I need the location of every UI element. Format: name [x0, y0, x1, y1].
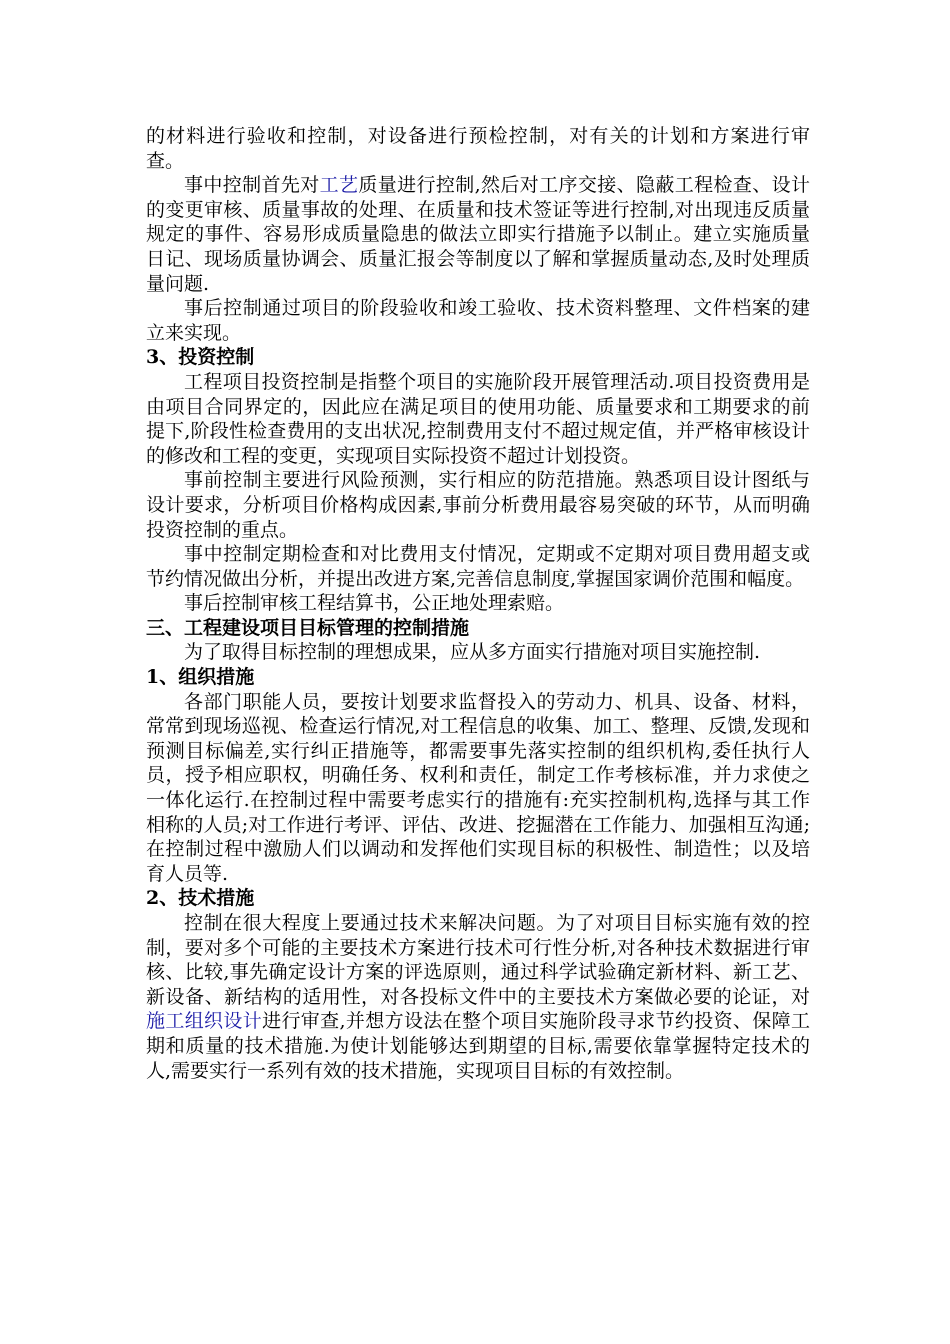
paragraph-material-acceptance: 的材料进行验收和控制，对设备进行预检控制，对有关的计划和方案进行审查。	[146, 125, 810, 172]
paragraph-in-process-investment-control: 事中控制定期检查和对比费用支付情况，定期或不定期对项目费用超支或节约情况做出分析，并提出改进方案,完善信息制度,掌握国家调价范围和幅度。	[146, 543, 810, 590]
paragraph-investment-definition: 工程项目投资控制是指整个项目的实施阶段开展管理活动.项目投资费用是由项目合同界定的，因此应在满足项目的使用功能、质量要求和工期要求的前提下,阶段性检查费用的支出状况,控制费用支付不超过规定值，并严格审核设计的修改和工程的变更，实现项目实际投资不超过计划投资。	[146, 370, 810, 467]
paragraph-measures-intro: 为了取得目标控制的理想成果，应从多方面实行措施对项目实施控制.	[184, 641, 761, 664]
paragraph-text: 质量进行控制,然后对工序交接、隐蔽工程检查、设计的变更审核、质量事故的处理、在质量和技术签证等进行控制,对出现违反质量规定的事件、容易形成质量隐患的做法立即实行措施予以制止。建立实施质量日记、现场质量协调会、质量汇报会等制度以了解和掌握质量动态,及时处理质量问题.	[146, 174, 810, 295]
link-craft[interactable]: 工艺	[319, 174, 359, 197]
paragraph-text: 控制在很大程度上要通过技术来解决问题。为了对项目目标实施有效的控制，要对多个可能的主要技术方案进行技术可行性分析,对各种技术数据进行审核、比较,事先确定设计方案的评选原则，通过科学试验确定新材料、新工艺、新设备、新结构的适用性，对各投标文件中的主要技术方案做必要的论证，对	[146, 912, 810, 1008]
paragraph-organizational-measures: 各部门职能人员，要按计划要求监督投入的劳动力、机具、设备、材料，常常到现场巡视、检查运行情况,对工程信息的收集、加工、整理、反馈,发现和预测目标偏差,实行纠正措施等，都需要事先落实控制的组织机构,委任执行人员，授予相应职权，明确任务、权利和责任，制定工作考核标准，并力求使之一体化运行.在控制过程中需要考虑实行的措施有:充实控制机构,选择与其工作相称的人员;对工作进行考评、评估、改进、挖掘潜在工作能力、加强相互沟通;在控制过程中激励人们以调动和发挥他们实现目标的积极性、制造性；以及培育人员等.	[146, 690, 810, 885]
heading-control-measures: 三、工程建设项目目标管理的控制措施	[146, 616, 470, 639]
document-body	[146, 124, 810, 1083]
heading-investment-control: 3、投资控制	[146, 346, 255, 369]
paragraph-in-process-quality-control	[146, 173, 810, 296]
paragraph-technical-measures	[146, 911, 810, 1083]
paragraph-text: 进行审查,并想方设法在整个项目实施阶段寻求节约投资、保障工期和质量的技术措施.为使计划能够达到期望的目标,需要依靠掌握特定技术的人,需要实行一系列有效的技术措施，实现项目目标的有效控制。	[146, 1010, 810, 1082]
paragraph-post-investment-control: 事后控制审核工程结算书，公正地处理索赔。	[184, 592, 565, 615]
paragraph-post-quality-control: 事后控制通过项目的阶段验收和竣工验收、技术资料整理、文件档案的建立来实现。	[146, 297, 810, 344]
heading-organizational-measures: 1、组织措施	[146, 666, 255, 689]
paragraph-pre-investment-control: 事前控制主要进行风险预测，实行相应的防范措施。熟悉项目设计图纸与设计要求，分析项目价格构成因素,事前分析费用最容易突破的环节，从而明确投资控制的重点。	[146, 469, 810, 541]
heading-technical-measures: 2、技术措施	[146, 887, 255, 910]
link-construction-organization-design[interactable]: 施工组织设计	[146, 1010, 263, 1033]
paragraph-text: 事中控制首先对	[184, 174, 320, 197]
